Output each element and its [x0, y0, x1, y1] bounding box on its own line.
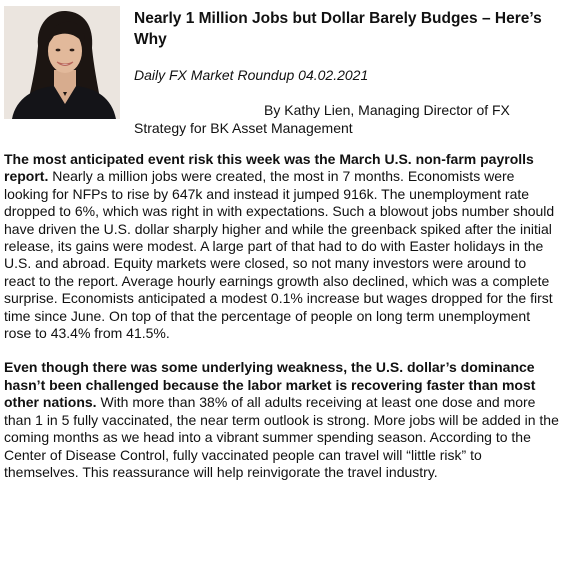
paragraph-lead: Even though there was some underlying weakness, the U.S. dollar’s dominance hasn’t been challenged because the labor market is recovering faster than most other nations. — [4, 359, 536, 411]
article-title: Nearly 1 Million Jobs but Dollar Barely Budges – Here’s Why — [134, 10, 542, 48]
byline-text: By Kathy Lien, Managing Director of FX Strategy for BK Asset Management — [134, 102, 510, 136]
author-photo — [4, 6, 120, 119]
author-portrait-image — [4, 6, 120, 119]
article-paragraph — [4, 137, 560, 342]
article — [4, 6, 560, 481]
article-subtitle: Daily FX Market Roundup 04.02.2021 — [134, 67, 369, 83]
paragraph-body: With more than 38% of all adults receiving at least one dose and more than 1 in 5 fully vaccinated, the near term outlook is strong. More jobs will be added in the coming months as we head into a vibrant summer spending season. According to the Center of Disease Control, fully vaccinated people can travel will “little risk” to themselves. This reassurance will help reinvigorate the travel industry. — [4, 394, 559, 480]
paragraph-lead: The most anticipated event risk this week was the March U.S. non-farm payrolls report. — [4, 151, 534, 185]
paragraph-body: Nearly a million jobs were created, the most in 7 months. Economists were looking for NFPs to rise by 647k and instead it jumped 916k. The unemployment rate dropped to 6%, which was right in with expectations. Such a blowout jobs number should have driven the U.S. dollar sharply higher and while the greenback spiked after the initial release, its gains were modest. A large part of that had to do with Easter holidays in the U.S. and abroad. Equity markets were closed, so not many investors were around to react to the report. Average hourly earnings growth also declined, which was a complete surprise. Economists anticipated a modest 0.1% increase but wages dropped for the first time since June. On top of that the percentage of people on long term unemployment rose to 43.4% from 41.5%. — [4, 168, 555, 342]
article-paragraph — [4, 342, 560, 481]
